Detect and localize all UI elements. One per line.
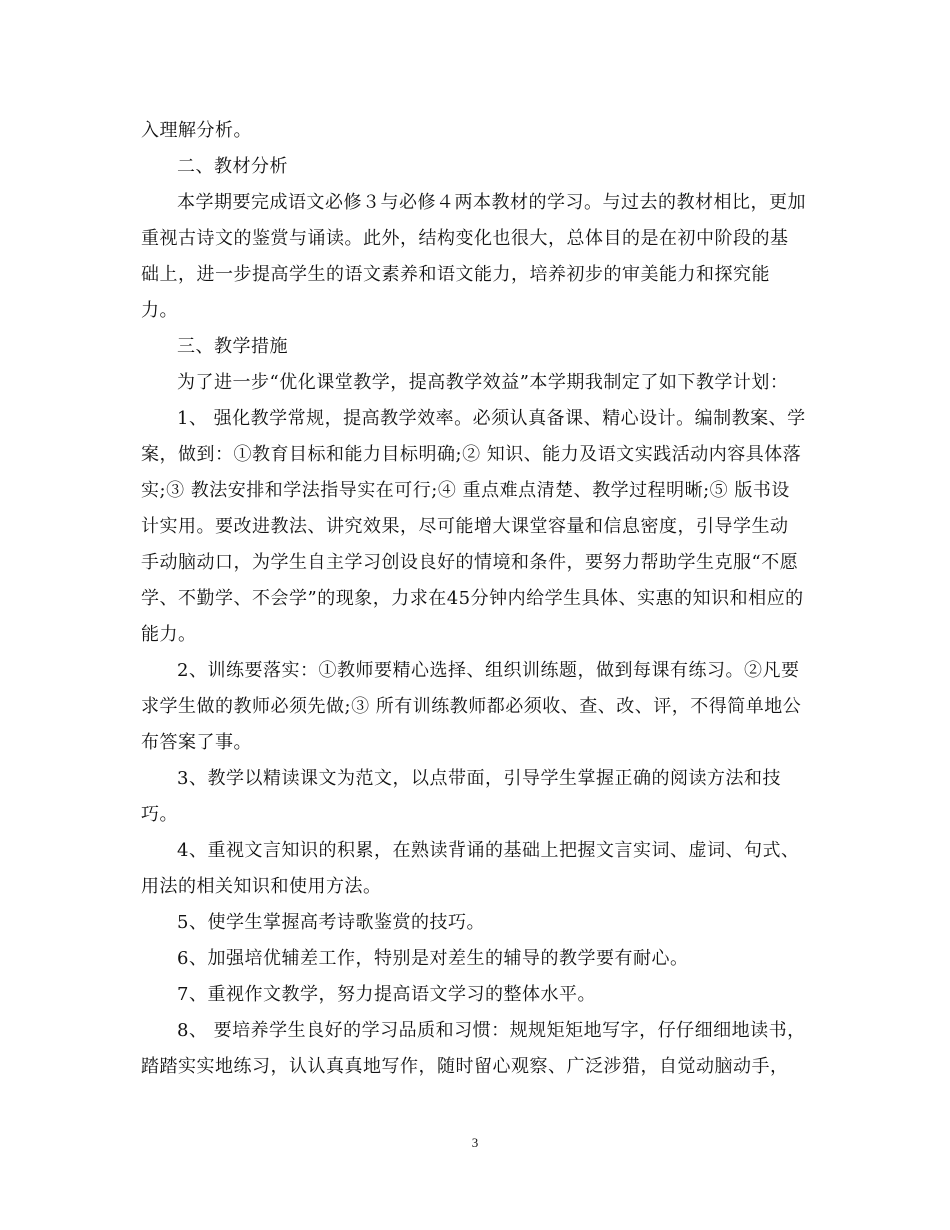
body-line: 案，做到：①教育目标和能力目标明确;② 知识、能力及语文实践活动内容具体落 bbox=[141, 444, 802, 465]
list-item-line: 6、加强培优辅差工作，特别是对差生的辅导的教学要有耐心。 bbox=[177, 948, 689, 969]
list-item-line: 7、重视作文教学，努力提高语文学习的整体水平。 bbox=[177, 984, 596, 1005]
body-line: 重视古诗文的鉴赏与诵读。此外，结构变化也很大，总体目的是在初中阶段的基 bbox=[141, 228, 789, 249]
document-body bbox=[141, 113, 813, 1085]
list-item-line: 2、训练要落实：①教师要精心选择、组织训练题，做到每课有练习。②凡要 bbox=[177, 660, 800, 681]
body-line: 布答案了事。 bbox=[141, 732, 252, 753]
list-item-line: 5、使学生掌握高考诗歌鉴赏的技巧。 bbox=[177, 912, 485, 933]
section-heading: 二、教材分析 bbox=[177, 156, 288, 177]
list-item-line: 1、 强化教学常规，提高教学效率。必须认真备课、精心设计。编制教案、学 bbox=[177, 408, 806, 429]
body-line: 求学生做的教师必须先做;③ 所有训练教师都必须收、查、改、评，不得简单地公 bbox=[141, 696, 802, 717]
body-line: 踏踏实实地练习，认认真真地写作，随时留心观察、广泛涉猎，自觉动脑动手， bbox=[141, 1056, 789, 1077]
body-line: 本学期要完成语文必修３与必修４两本教材的学习。与过去的教材相比，更加 bbox=[177, 192, 806, 213]
list-item-line: 3、教学以精读课文为范文，以点带面，引导学生掌握正确的阅读方法和技 bbox=[177, 768, 781, 789]
list-item-line: 8、 要培养学生良好的学习品质和习惯：规规矩矩地写字，仔仔细细地读书， bbox=[177, 1020, 806, 1041]
body-line: 础上，进一步提高学生的语文素养和语文能力，培养初步的审美能力和探究能 bbox=[141, 264, 770, 285]
body-line: 学、不勤学、不会学”的现象，力求在45分钟内给学生具体、实惠的知识和相应的 bbox=[141, 588, 804, 609]
body-line: 力。 bbox=[141, 300, 178, 321]
page-number: 3 bbox=[471, 1135, 479, 1150]
body-line: 用法的相关知识和使用方法。 bbox=[141, 876, 382, 897]
body-line: 为了进一步“优化课堂教学，提高教学效益”本学期我制定了如下教学计划： bbox=[177, 372, 789, 393]
body-line: 实;③ 教法安排和学法指导实在可行;④ 重点难点清楚、教学过程明晰;⑤ 版书设 bbox=[141, 480, 790, 501]
body-line: 手动脑动口，为学生自主学习创设良好的情境和条件，要努力帮助学生克服“不愿 bbox=[141, 552, 799, 573]
body-line: 入理解分析。 bbox=[141, 120, 252, 141]
body-line: 计实用。要改进教法、讲究效果，尽可能增大课堂容量和信息密度，引导学生动 bbox=[141, 516, 789, 537]
body-line: 巧。 bbox=[141, 804, 178, 825]
body-line: 能力。 bbox=[141, 624, 197, 645]
section-heading: 三、教学措施 bbox=[177, 336, 288, 357]
list-item-line: 4、重视文言知识的积累，在熟读背诵的基础上把握文言实词、虚词、句式、 bbox=[177, 840, 800, 861]
